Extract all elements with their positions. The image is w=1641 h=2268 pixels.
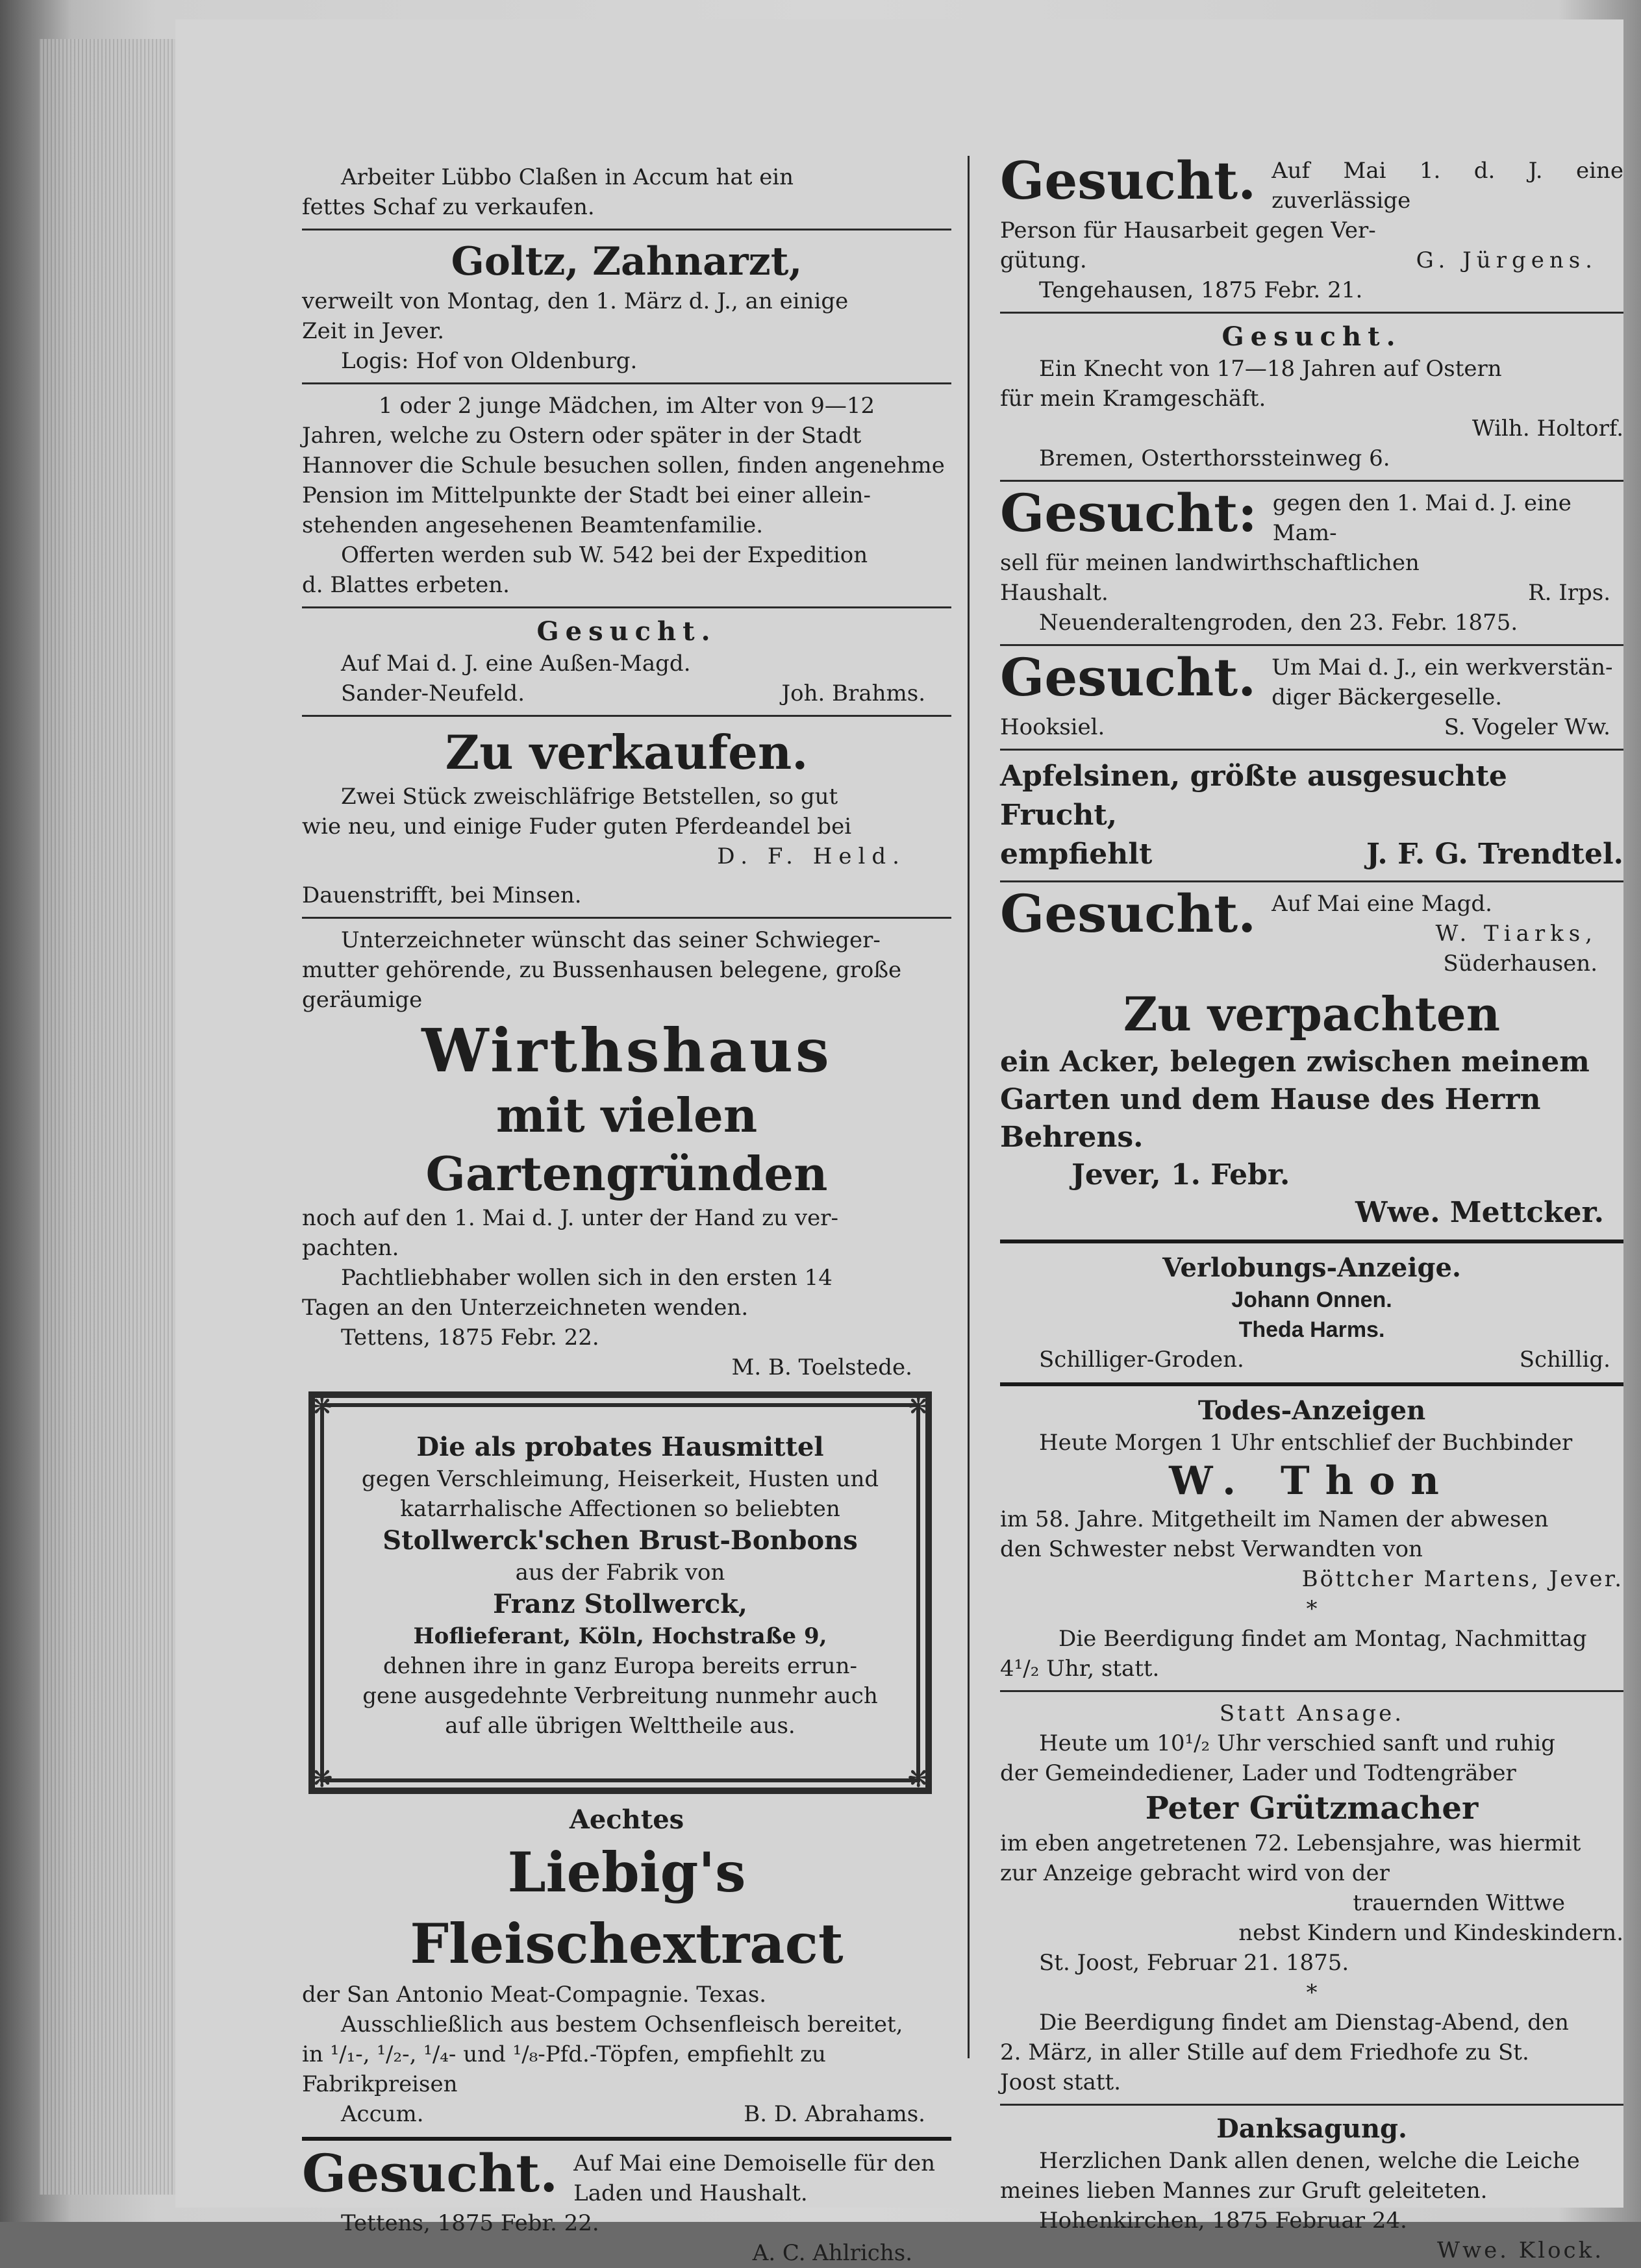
ad-text: Laden und Haushalt.	[573, 2180, 808, 2206]
ad-signature-row	[1000, 712, 1623, 742]
border-ornament-icon: ❋	[907, 1392, 929, 1422]
ad-gesucht-vogeler	[1000, 647, 1623, 742]
ad-text: Unterzeichneter wünscht das seiner Schwieger-	[341, 927, 881, 953]
ad-date: Tengehausen, 1875 Febr. 21.	[1039, 277, 1363, 303]
ad-text: Herzlichen Dank allen denen, welche die Leiche	[1039, 2148, 1580, 2174]
divider	[302, 229, 951, 231]
ad-heading: Todes-Anzeigen	[1197, 1395, 1426, 1426]
ad-text: katarrhalische Affectionen so beliebten	[400, 1496, 840, 1522]
ad-heading: Danksagung.	[1216, 2113, 1407, 2144]
ad-name: Joh. Brahms.	[781, 680, 925, 706]
ad-text: stehenden angesehenen Beamtenfamilie.	[302, 512, 764, 538]
ad-signature-row	[1000, 835, 1623, 874]
ad-sheep	[302, 162, 951, 222]
ad-gesucht-demoiselle	[302, 2143, 951, 2268]
border-ornament-icon: ❋	[907, 1763, 929, 1793]
ad-date: Tettens, 1875 Febr. 22.	[341, 2210, 599, 2236]
ad-verkaufen	[302, 723, 951, 910]
ad-goltz	[302, 237, 951, 376]
ad-text: Zwei Stück zweischläfrige Betstellen, so gut	[341, 784, 838, 810]
left-column	[302, 130, 951, 2266]
divider	[1000, 1240, 1623, 1243]
ad-heading: Liebig's Fleischextract	[410, 1840, 844, 1976]
ad-text: Die als probates Hausmittel	[416, 1432, 824, 1462]
ad-text: pachten.	[302, 1235, 399, 1261]
ad-heading: Gesucht.	[1000, 883, 1257, 944]
ad-text: Person für Hausarbeit gegen Ver-	[1000, 218, 1376, 243]
ad-heading: Stollwerck'schen Brust-Bonbons	[382, 1525, 858, 1556]
ad-heading: Gesucht.	[1000, 647, 1257, 708]
ad-text: Logis: Hof von Oldenburg.	[341, 348, 638, 374]
ad-place: Dauenstrifft, bei Minsen.	[302, 882, 582, 908]
ad-name: R. Irps.	[1528, 580, 1610, 606]
ad-name: S. Vogeler Ww.	[1444, 714, 1610, 740]
divider	[302, 2137, 951, 2141]
stollwerck-bordered-ad	[308, 1391, 932, 1794]
ad-text: Um Mai d. J., ein werkverstän-	[1271, 654, 1613, 680]
ad-heading: Gesucht.	[1221, 321, 1402, 352]
ad-verlobung	[1000, 1251, 1623, 1375]
ad-text: Garten und dem Hause des Herrn	[1000, 1083, 1541, 1116]
ad-heading: Gesucht.	[302, 2143, 558, 2204]
ad-name: B. D. Abrahams.	[744, 2101, 925, 2127]
ad-text: Arbeiter Lübbo Claßen in Accum hat ein	[341, 164, 794, 190]
ad-name: Johann Onnen.	[1231, 1288, 1392, 1312]
ad-pension	[302, 391, 951, 600]
ad-text: wie neu, und einige Fuder guten Pferdeandel bei	[302, 814, 852, 840]
ad-name: Peter Grützmacher	[1145, 1790, 1479, 1826]
ad-gesucht-irps	[1000, 482, 1623, 638]
ad-gesucht-tiarks	[1000, 883, 1623, 978]
ad-wirthshaus	[302, 925, 951, 1382]
ad-date: Jever, 1. Febr.	[1071, 1158, 1290, 1191]
ad-text: für mein Kramgeschäft.	[1000, 386, 1266, 412]
ad-text: meines lieben Mannes zur Gruft geleiteten.	[1000, 2178, 1488, 2204]
ad-name: Wilh. Holtorf.	[1472, 416, 1623, 442]
ad-text: Hoflieferant, Köln, Hochstraße 9,	[413, 1623, 827, 1649]
ad-text: empfiehlt	[1000, 838, 1153, 871]
ad-text: gütung.	[1000, 247, 1087, 273]
ad-text: Haushalt.	[1000, 580, 1109, 606]
ad-text: Offerten werden sub W. 542 bei der Expedition	[341, 542, 868, 568]
ad-text: Heute um 10¹/₂ Uhr verschied sanft und ruhig	[1039, 1730, 1555, 1756]
divider	[1000, 1690, 1623, 1692]
ad-place: Accum.	[341, 2101, 424, 2127]
divider	[302, 715, 951, 717]
ad-text: Ausschließlich aus bestem Ochsenfleisch bereitet,	[341, 2012, 903, 2037]
ad-heading: Statt Ansage.	[1219, 1701, 1405, 1726]
ad-name: Wwe. Klock.	[1437, 2237, 1604, 2263]
ad-subheading: mit vielen Gartengründen	[425, 1088, 828, 1201]
ad-liebig	[302, 1803, 951, 2129]
ad-statt-ansage	[1000, 1699, 1623, 2097]
ad-text: dehnen ihre in ganz Europa bereits errun-	[383, 1653, 857, 1679]
ad-signature-row	[302, 2099, 951, 2129]
ad-text: Auf Mai eine Demoiselle für den	[573, 2150, 936, 2176]
ad-text: Auf Mai eine Magd.	[1271, 891, 1492, 917]
ad-text: diger Bäckergeselle.	[1271, 684, 1503, 710]
ad-text: Die Beerdigung findet am Montag, Nachmittag	[1059, 1626, 1587, 1652]
ad-heading: Zu verkaufen.	[445, 725, 808, 780]
ad-text: in ¹/₁-, ¹/₂-, ¹/₄- und ¹/₈-Pfd.-Töpfen, empfiehlt zu	[302, 2041, 826, 2067]
ad-text: mutter gehörende, zu Bussenhausen belegene, große	[302, 957, 902, 983]
ad-text: Heute Morgen 1 Uhr entschlief der Buchbinder	[1039, 1430, 1573, 1456]
ad-text: sell für meinen landwirthschaftlichen	[1000, 550, 1420, 576]
ad-signature-row	[302, 679, 951, 708]
column-divider	[968, 156, 970, 2058]
border-ornament-icon: ❋	[311, 1392, 333, 1422]
ad-text: Pension im Mittelpunkte der Stadt bei einer allein-	[302, 482, 871, 508]
ad-text: auf alle übrigen Welttheile aus.	[445, 1713, 795, 1739]
ad-place: Schilliger-Groden.	[1039, 1347, 1244, 1373]
ad-text: Auf Mai d. J. eine Außen-Magd.	[341, 651, 691, 677]
ad-heading: Apfelsinen, größte ausgesuchte Frucht,	[1000, 760, 1507, 832]
ad-text: geräumige	[302, 987, 423, 1013]
ad-heading: Gesucht.	[1000, 150, 1257, 211]
ad-name: D. F. Held.	[717, 843, 906, 869]
book-page-edges	[39, 39, 182, 2195]
divider	[1000, 880, 1623, 882]
ad-place: Süderhausen.	[1443, 951, 1597, 977]
ad-name: Theda Harms.	[1238, 1317, 1385, 1342]
ad-heading: Wirthshaus	[421, 1016, 832, 1086]
ad-heading: Gesucht:	[1000, 482, 1257, 543]
ad-gesucht-holtorf	[1000, 320, 1623, 473]
ad-name: M. B. Toelstede.	[731, 1354, 912, 1380]
ad-text: Auf Mai 1. d. J. eine zuverlässige	[1271, 158, 1623, 214]
ad-date: Hohenkirchen, 1875 Februar 24.	[1039, 2208, 1407, 2234]
ad-place: Bremen, Osterthorssteinweg 6.	[1039, 445, 1390, 471]
ad-name: W. Tiarks,	[1435, 921, 1597, 947]
ad-text: gene ausgedehnte Verbreitung nunmehr auch	[362, 1683, 878, 1709]
ad-text: gegen Verschleimung, Heiserkeit, Husten und	[361, 1466, 879, 1492]
ad-verpachten	[1000, 985, 1623, 1232]
ad-text: Behrens.	[1000, 1121, 1144, 1154]
ad-text: Ein Knecht von 17—18 Jahren auf Ostern	[1039, 356, 1502, 382]
ad-text: Zeit in Jever.	[302, 318, 445, 344]
ad-text: Böttcher Martens, Jever.	[1301, 1566, 1623, 1592]
ad-text: Jahren, welche zu Ostern oder später in der Stadt	[302, 423, 862, 449]
ad-gesucht-juergens	[1000, 150, 1623, 305]
ad-apfelsinen	[1000, 757, 1623, 874]
ad-text: trauernden Wittwe	[1353, 1890, 1565, 1916]
ad-place: Sander-Neufeld.	[341, 680, 525, 706]
ad-date: Tettens, 1875 Febr. 22.	[341, 1325, 599, 1351]
ad-text: im eben angetretenen 72. Lebensjahre, was hiermit	[1000, 1830, 1581, 1856]
divider	[1000, 749, 1623, 751]
ad-text: der Gemeindediener, Lader und Todtengräber	[1000, 1760, 1516, 1786]
ad-date: St. Joost, Februar 21. 1875.	[1039, 1950, 1349, 1976]
ad-text: aus der Fabrik von	[515, 1560, 725, 1586]
ad-text: zur Anzeige gebracht wird von der	[1000, 1860, 1390, 1886]
ad-text: Tagen an den Unterzeichneten wenden.	[302, 1295, 749, 1321]
ad-text: Hannover die Schule besuchen sollen, finden angenehme	[302, 453, 945, 479]
ad-signature-row	[1000, 578, 1623, 608]
ad-text: nebst Kindern und Kindeskindern.	[1238, 1920, 1623, 1946]
ad-text: Die Beerdigung findet am Dienstag-Abend, den	[1039, 2010, 1569, 2036]
ad-heading: Goltz, Zahnarzt,	[451, 239, 803, 284]
ad-heading: Zu verpachten	[1123, 986, 1501, 1041]
ad-place: Hooksiel.	[1000, 714, 1105, 740]
ad-text: Fabrikpreisen	[302, 2071, 458, 2097]
ad-place: Schillig.	[1519, 1347, 1610, 1373]
ad-heading: Verlobungs-Anzeige.	[1162, 1252, 1461, 1283]
ad-text: im 58. Jahre. Mitgetheilt im Namen der abwesen	[1000, 1506, 1549, 1532]
ad-gesucht-magd	[302, 615, 951, 708]
ad-heading: Franz Stollwerck,	[493, 1589, 747, 1619]
ad-text: Joost statt.	[1000, 2069, 1121, 2095]
ad-text: 4¹/₂ Uhr, statt.	[1000, 1656, 1160, 1682]
ad-star: *	[1306, 1980, 1318, 2006]
ad-text: gegen den 1. Mai d. J. eine Mam-	[1272, 490, 1572, 546]
ad-text: verweilt von Montag, den 1. März d. J., an einige	[302, 288, 849, 314]
ad-text: 1 oder 2 junge Mädchen, im Alter von 9—12	[378, 393, 875, 419]
ad-danksagung	[1000, 2112, 1623, 2265]
ad-signature-row	[1000, 245, 1623, 275]
divider	[1000, 480, 1623, 482]
ad-text: der San Antonio Meat-Compagnie. Texas.	[302, 1982, 767, 2008]
ad-name: A. C. Ahlrichs.	[752, 2240, 912, 2266]
divider	[1000, 312, 1623, 314]
ad-text: d. Blattes erbeten.	[302, 572, 510, 598]
divider	[302, 382, 951, 384]
ad-name: J. F. G. Trendtel.	[1366, 838, 1623, 871]
divider	[302, 917, 951, 919]
ad-text: den Schwester nebst Verwandten von	[1000, 1536, 1423, 1562]
ad-star: *	[1306, 1596, 1318, 1622]
right-column	[1000, 130, 1623, 2263]
ad-text: 2. März, in aller Stille auf dem Friedhofe zu St.	[1000, 2039, 1529, 2065]
ad-text: fettes Schaf zu verkaufen.	[302, 194, 595, 220]
border-ornament-icon: ❋	[311, 1763, 333, 1793]
ad-name: Wwe. Mettcker.	[1355, 1196, 1604, 1229]
ad-heading: Gesucht.	[536, 616, 717, 647]
ad-text: ein Acker, belegen zwischen meinem	[1000, 1045, 1590, 1078]
divider	[1000, 2104, 1623, 2106]
divider	[1000, 1382, 1623, 1386]
ad-todesanzeige	[1000, 1394, 1623, 1684]
ad-name: W. Thon	[1169, 1458, 1455, 1504]
ad-text: Pachtliebhaber wollen sich in den ersten 14	[341, 1265, 833, 1291]
ad-text: noch auf den 1. Mai d. J. unter der Hand zu ver-	[302, 1205, 838, 1231]
ad-pretitle: Aechtes	[569, 1804, 684, 1835]
ad-signature-row	[1000, 1345, 1623, 1375]
ad-date: Neuenderaltengroden, den 23. Febr. 1875.	[1039, 610, 1518, 636]
ad-name: G. Jürgens.	[1416, 247, 1597, 273]
divider	[1000, 644, 1623, 646]
divider	[302, 606, 951, 608]
